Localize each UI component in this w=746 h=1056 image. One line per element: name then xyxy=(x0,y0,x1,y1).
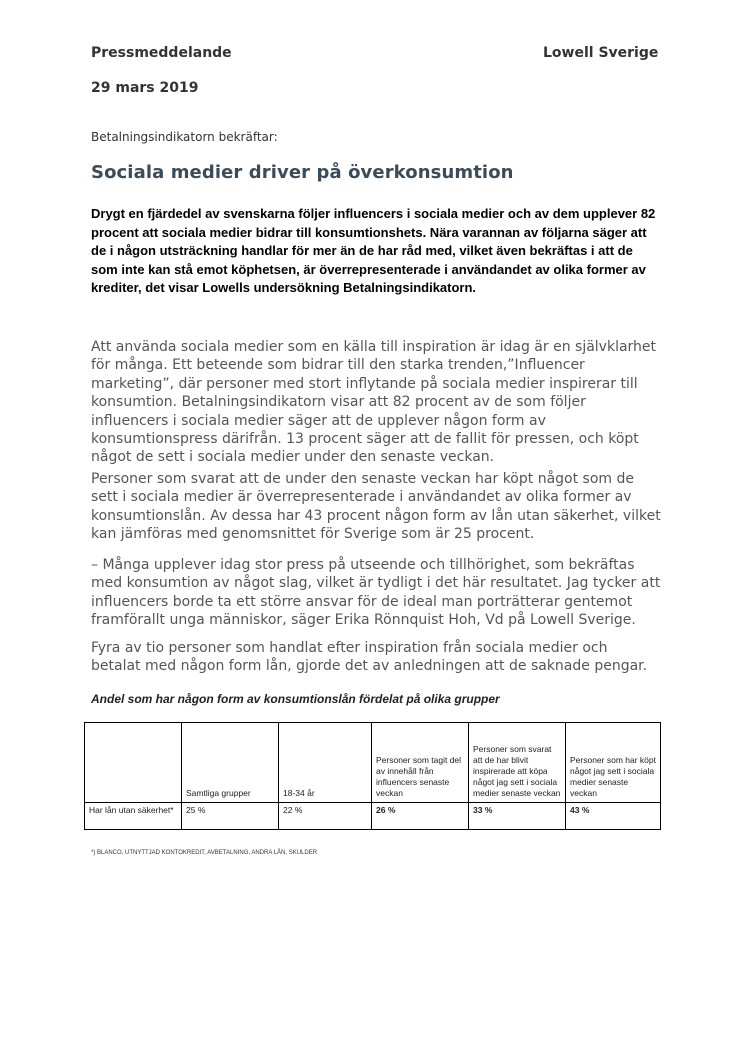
table-header-cell xyxy=(85,723,182,803)
table-header-cell: 18-34 år xyxy=(279,723,372,803)
body-paragraph: – Många upplever idag stor press på utseende och tillhörighet, som bekräftas med konsumtion av något slag, vilket är tydligt i det här resultatet. Jag tycker att influencers borde ta ett större ansvar för de ideal man porträtterar gentemot framförallt unga människor, säger Erika Rönnquist Hoh, Vd på Lowell Sverige. xyxy=(91,557,661,629)
company-name: Lowell Sverige xyxy=(543,45,659,61)
release-date: 29 mars 2019 xyxy=(91,80,199,96)
table-cell: 25 % xyxy=(182,803,279,830)
table-row xyxy=(85,803,661,830)
table-caption: Andel som har någon form av konsumtionslån fördelat på olika grupper xyxy=(91,692,500,706)
article-title: Sociala medier driver på överkonsumtion xyxy=(91,162,514,183)
body-paragraph: Personer som svarat att de under den senaste veckan har köpt något som de sett i sociala medier är överrepresenterade i användandet av olika former av konsumtionslån. Av dessa har 43 procent någon form av lån utan säkerhet, vilket kan jämföras med genomsnittet för Sverige som är 25 procent. xyxy=(91,471,661,543)
loan-table xyxy=(84,722,661,830)
table-cell: 26 % xyxy=(372,803,469,830)
table-footnote: *) BLANCO, UTNYTTJAD KONTOKREDIT, AVBETALNING, ANDRA LÅN, SKULDER xyxy=(91,850,318,856)
table-cell: 43 % xyxy=(566,803,661,830)
table-cell: 33 % xyxy=(469,803,566,830)
table-header-cell: Samtliga grupper xyxy=(182,723,279,803)
body-paragraph: Att använda sociala medier som en källa till inspiration är idag är en självklarhet för många. Ett beteende som bidrar till den starka trenden,”Influencer marketing”, där personer med stort inflytande på sociala medier inspirerar till konsumtion. Betalningsindikatorn visar att 82 procent av de som följer influencers i sociala medier säger att de upplever någon form av konsumtionspress därifrån. 13 procent säger att de fallit för pressen, och köpt något de sett i sociala medier under den senaste veckan. xyxy=(91,339,657,466)
kicker-label: Betalningsindikatorn bekräftar: xyxy=(91,130,278,144)
body-paragraph: Fyra av tio personer som handlat efter inspiration från sociala medier och betalat med någon form lån, gjorde det av anledningen att de saknade pengar. xyxy=(91,640,648,675)
table-header-cell: Personer som svarat att de har blivit inspirerade att köpa något jag sett i sociala medier senaste veckan xyxy=(469,723,566,803)
table-header-cell: Personer som tagit del av innehåll från influencers senaste veckan xyxy=(372,723,469,803)
table-cell: 22 % xyxy=(279,803,372,830)
table-header-cell: Personer som har köpt något jag sett i sociala medier senaste veckan xyxy=(566,723,661,803)
doc-type-heading: Pressmeddelande xyxy=(91,45,232,61)
table-header-row xyxy=(85,723,661,803)
lead-paragraph: Drygt en fjärdedel av svenskarna följer influencers i sociala medier och av dem upplever 82 procent att sociala medier bidrar till konsumtionshets. Nära varannan av följarna säger att de i någon utsträckning handlar för mer än de har råd med, vilket även bekräftas i att de som inte kan stå emot köphetsen, är överrepresenterade i användandet av olika former av krediter, det visar Lowells undersökning Betalningsindikatorn. xyxy=(91,206,656,296)
row-label: Har lån utan säkerhet* xyxy=(85,803,182,830)
